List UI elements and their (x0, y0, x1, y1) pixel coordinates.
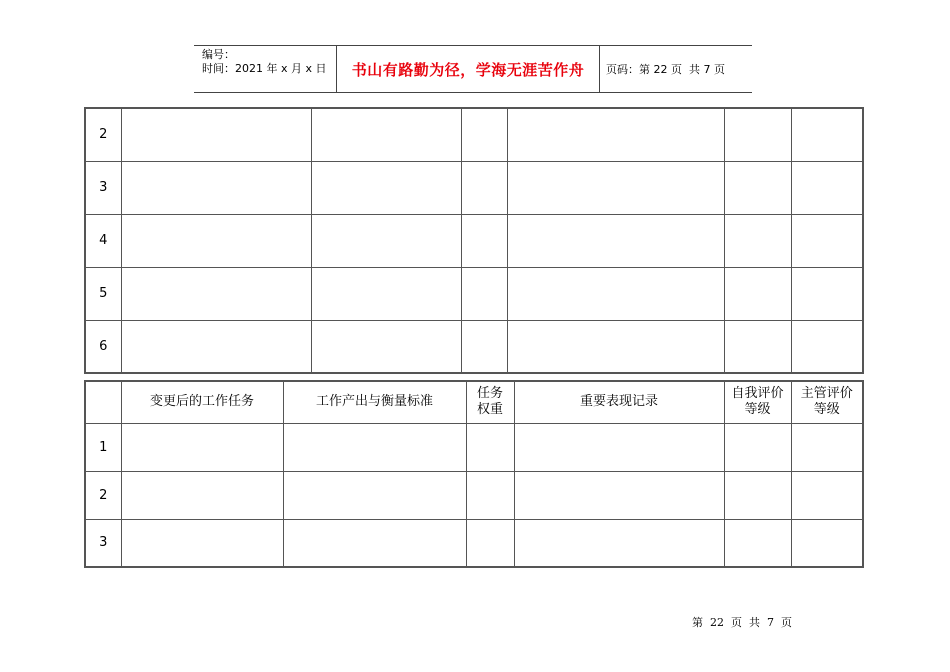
table-row (85, 267, 863, 320)
output-cell[interactable] (283, 471, 466, 519)
output-cell[interactable] (311, 108, 461, 161)
row-number: 5 (85, 267, 121, 320)
record-cell[interactable] (507, 161, 724, 214)
header-weight (466, 381, 514, 423)
header-mgr-eval-line1: 主管评价 (800, 386, 853, 402)
table-row (85, 423, 863, 471)
row-number: 6 (85, 320, 121, 373)
output-cell[interactable] (283, 423, 466, 471)
self-eval-cell[interactable] (724, 471, 791, 519)
mgr-eval-cell[interactable] (791, 267, 863, 320)
record-cell[interactable] (507, 320, 724, 373)
weight-cell[interactable] (461, 161, 507, 214)
table-row (85, 519, 863, 567)
row-number: 2 (85, 471, 121, 519)
page-footer: 第 22 页 共 7 页 (692, 616, 792, 629)
header-mgr-eval (791, 381, 863, 423)
row-number: 4 (85, 214, 121, 267)
output-cell[interactable] (311, 214, 461, 267)
task-cell[interactable] (121, 320, 311, 373)
table-header-row (85, 381, 863, 423)
header-task: 变更后的工作任务 (121, 381, 283, 423)
output-cell[interactable] (283, 519, 466, 567)
output-cell[interactable] (311, 320, 461, 373)
row-number: 2 (85, 108, 121, 161)
table-row (85, 471, 863, 519)
header-self-eval (724, 381, 791, 423)
weight-cell[interactable] (461, 108, 507, 161)
self-eval-cell[interactable] (724, 320, 791, 373)
header-mgr-eval-line2: 等级 (813, 402, 840, 418)
weight-cell[interactable] (461, 320, 507, 373)
row-number: 1 (85, 423, 121, 471)
weight-cell[interactable] (461, 214, 507, 267)
self-eval-cell[interactable] (724, 161, 791, 214)
output-cell[interactable] (311, 267, 461, 320)
record-cell[interactable] (514, 519, 724, 567)
table-row (85, 161, 863, 214)
row-number: 3 (85, 519, 121, 567)
task-cell[interactable] (121, 423, 283, 471)
header-motto: 书山有路勤为径，学海无涯苦作舟 (337, 46, 600, 92)
time-label: 时间：2021 年 x 月 x 日 (202, 62, 327, 75)
self-eval-cell[interactable] (724, 267, 791, 320)
output-cell[interactable] (311, 161, 461, 214)
task-cell[interactable] (121, 108, 311, 161)
row-number: 3 (85, 161, 121, 214)
self-eval-cell[interactable] (724, 423, 791, 471)
weight-cell[interactable] (466, 519, 514, 567)
task-cell[interactable] (121, 471, 283, 519)
weight-cell[interactable] (466, 471, 514, 519)
header-page-info: 页码：第 22 页 共 7 页 (606, 63, 725, 76)
mgr-eval-cell[interactable] (791, 423, 863, 471)
weight-cell[interactable] (461, 267, 507, 320)
task-table-changed (84, 380, 864, 568)
header-record: 重要表现记录 (514, 381, 724, 423)
table-row (85, 108, 863, 161)
task-cell[interactable] (121, 267, 311, 320)
record-cell[interactable] (507, 267, 724, 320)
mgr-eval-cell[interactable] (791, 108, 863, 161)
self-eval-cell[interactable] (724, 214, 791, 267)
mgr-eval-cell[interactable] (791, 320, 863, 373)
record-cell[interactable] (514, 471, 724, 519)
header-meta (194, 46, 337, 92)
header-index-cell (85, 381, 121, 423)
mgr-eval-cell[interactable] (791, 519, 863, 567)
header-self-eval-line1: 自我评价 (731, 386, 784, 402)
record-cell[interactable] (507, 108, 724, 161)
record-cell[interactable] (514, 423, 724, 471)
self-eval-cell[interactable] (724, 519, 791, 567)
task-table-original (84, 107, 864, 374)
header-weight-line1: 任务 (476, 386, 503, 402)
header-weight-line2: 权重 (476, 402, 503, 418)
header-self-eval-line2: 等级 (744, 402, 771, 418)
mgr-eval-cell[interactable] (791, 471, 863, 519)
task-cell[interactable] (121, 214, 311, 267)
record-cell[interactable] (507, 214, 724, 267)
table-row (85, 214, 863, 267)
weight-cell[interactable] (466, 423, 514, 471)
mgr-eval-cell[interactable] (791, 214, 863, 267)
task-cell[interactable] (121, 161, 311, 214)
self-eval-cell[interactable] (724, 108, 791, 161)
header-output: 工作产出与衡量标准 (283, 381, 466, 423)
table-row (85, 320, 863, 373)
page-header (194, 45, 752, 93)
mgr-eval-cell[interactable] (791, 161, 863, 214)
task-cell[interactable] (121, 519, 283, 567)
code-label: 编号： (202, 48, 235, 61)
